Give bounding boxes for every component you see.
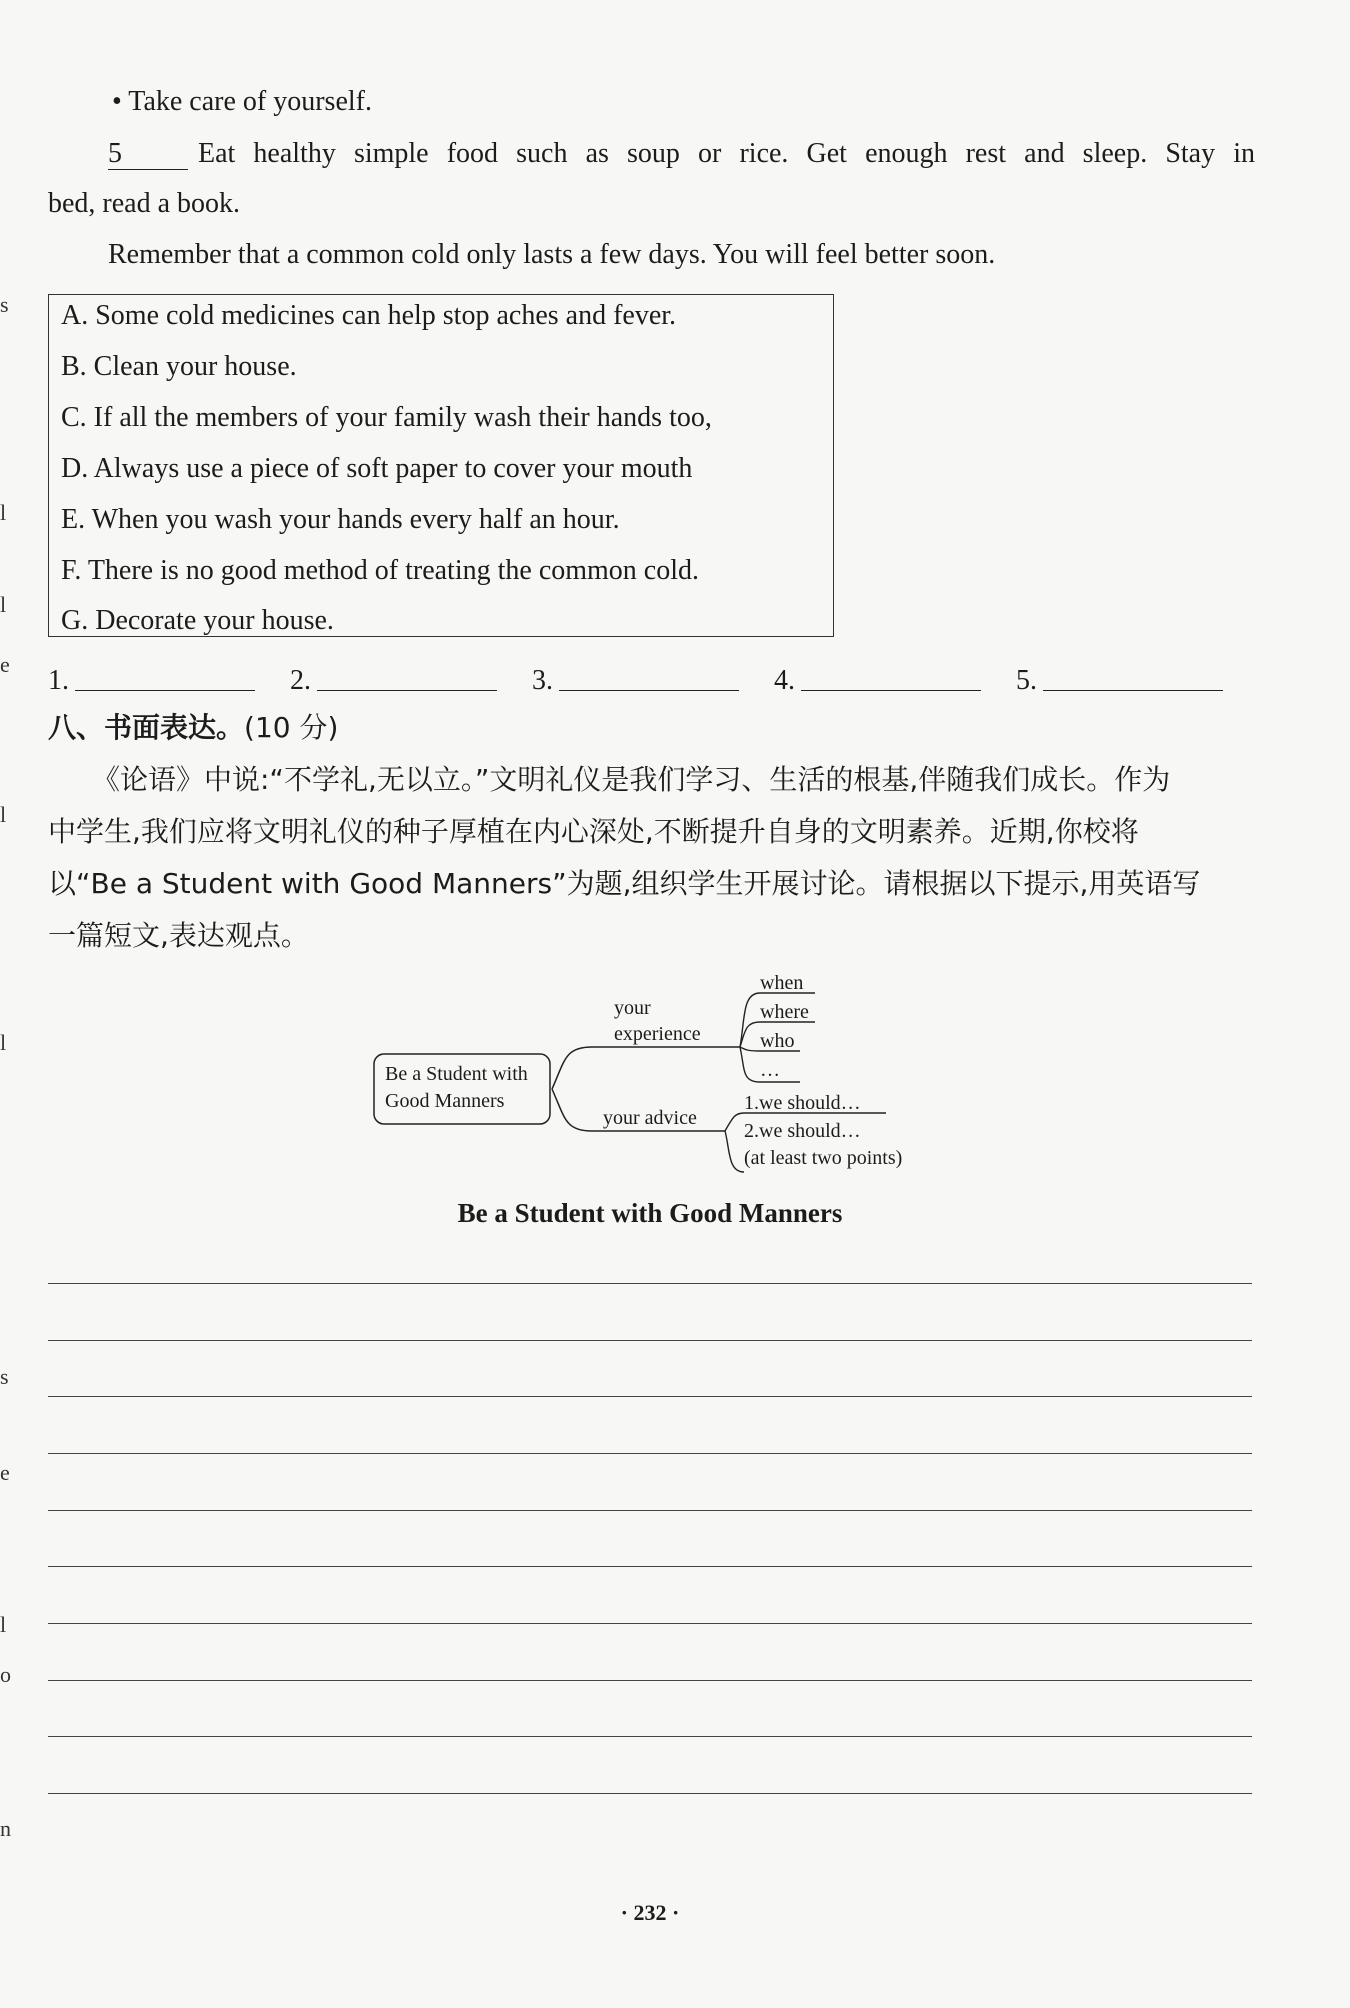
edge-mark: l [0,1030,7,1055]
mindmap-center-line2: Good Manners [385,1090,505,1112]
prompt-line-3: 以“Be a Student with Good Manners”为题,组织学生开展讨论。请根据以下提示,用英语写 [48,867,1201,900]
edge-mark: e [0,1460,10,1485]
edge-mark: s [0,1364,9,1389]
mindmap-advice-note: (at least two points) [744,1147,903,1169]
option-d: D. Always use a piece of soft paper to cover your mouth [61,453,693,484]
passage-line-2: bed, read a book. [48,188,241,219]
mindmap-branch2-label: your advice [603,1107,697,1129]
writing-line[interactable] [48,1396,1252,1397]
mindmap-item-who: who [760,1030,795,1052]
mindmap-item-when: when [760,972,804,994]
writing-line[interactable] [48,1793,1252,1794]
mindmap-item-where: where [760,1001,809,1023]
answer-4-label: 4. [774,665,795,696]
mindmap-branch-experience-line [552,1047,740,1089]
writing-line[interactable] [48,1340,1252,1341]
answer-1-label: 1. [48,665,69,696]
option-e: E. When you wash your hands every half an hour. [61,504,620,535]
mindmap-advice-1: 1.we should… [744,1092,861,1114]
answer-2-label: 2. [290,665,311,696]
writing-line[interactable] [48,1453,1252,1454]
essay-title: Be a Student with Good Manners [457,1198,843,1228]
option-g: G. Decorate your house. [61,605,334,636]
writing-line[interactable] [48,1680,1252,1681]
edge-mark: l [0,500,7,525]
writing-line[interactable] [48,1623,1252,1624]
mindmap-item-etc: … [760,1059,780,1081]
edge-mark: l [0,802,7,827]
writing-line[interactable] [48,1566,1252,1567]
bullet-heading: • Take care of yourself. [112,86,372,117]
passage-line-3: Remember that a common cold only lasts a few days. You will feel better soon. [108,239,996,270]
writing-line[interactable] [48,1283,1252,1284]
prompt-line-2: 中学生,我们应将文明礼仪的种子厚植在内心深处,不断提升自身的文明素养。近期,你校将 [48,815,1139,848]
prompt-line-4: 一篇短文,表达观点。 [48,919,309,952]
edge-mark: e [0,652,10,677]
edge-mark: s [0,292,9,317]
edge-mark: l [0,1612,7,1637]
mindmap-branch1-line1: your [614,997,651,1019]
mindmap-branch1-line2: experience [614,1023,701,1045]
mindmap-advice-2: 2.we should… [744,1120,861,1142]
edge-mark: n [0,1816,11,1841]
writing-line[interactable] [48,1736,1252,1737]
prompt-line-1: 《论语》中说:“不学礼,无以立。”文明礼仪是我们学习、生活的根基,伴随我们成长。作为 [92,763,1171,796]
answer-5-label: 5. [1016,665,1037,696]
writing-line[interactable] [48,1510,1252,1511]
page-number: · 232 · [620,1900,680,1925]
blank-5[interactable]: 5 [108,139,188,170]
mindmap-center-line1: Be a Student with [385,1063,528,1085]
section-score: (10 分) [244,711,339,744]
passage-text-1: Eat healthy simple food such as soup or rice. Get enough rest and sleep. Stay in [198,138,1255,169]
option-f: F. There is no good method of treating the common cold. [61,555,700,586]
option-c: C. If all the members of your family wash their hands too, [61,402,712,433]
section-title: 八、书面表达。 [48,711,245,744]
option-b: B. Clean your house. [61,351,297,382]
answer-3-label: 3. [532,665,553,696]
option-a: A. Some cold medicines can help stop aches and fever. [61,300,677,331]
edge-mark: l [0,592,7,617]
edge-mark: o [0,1662,11,1687]
